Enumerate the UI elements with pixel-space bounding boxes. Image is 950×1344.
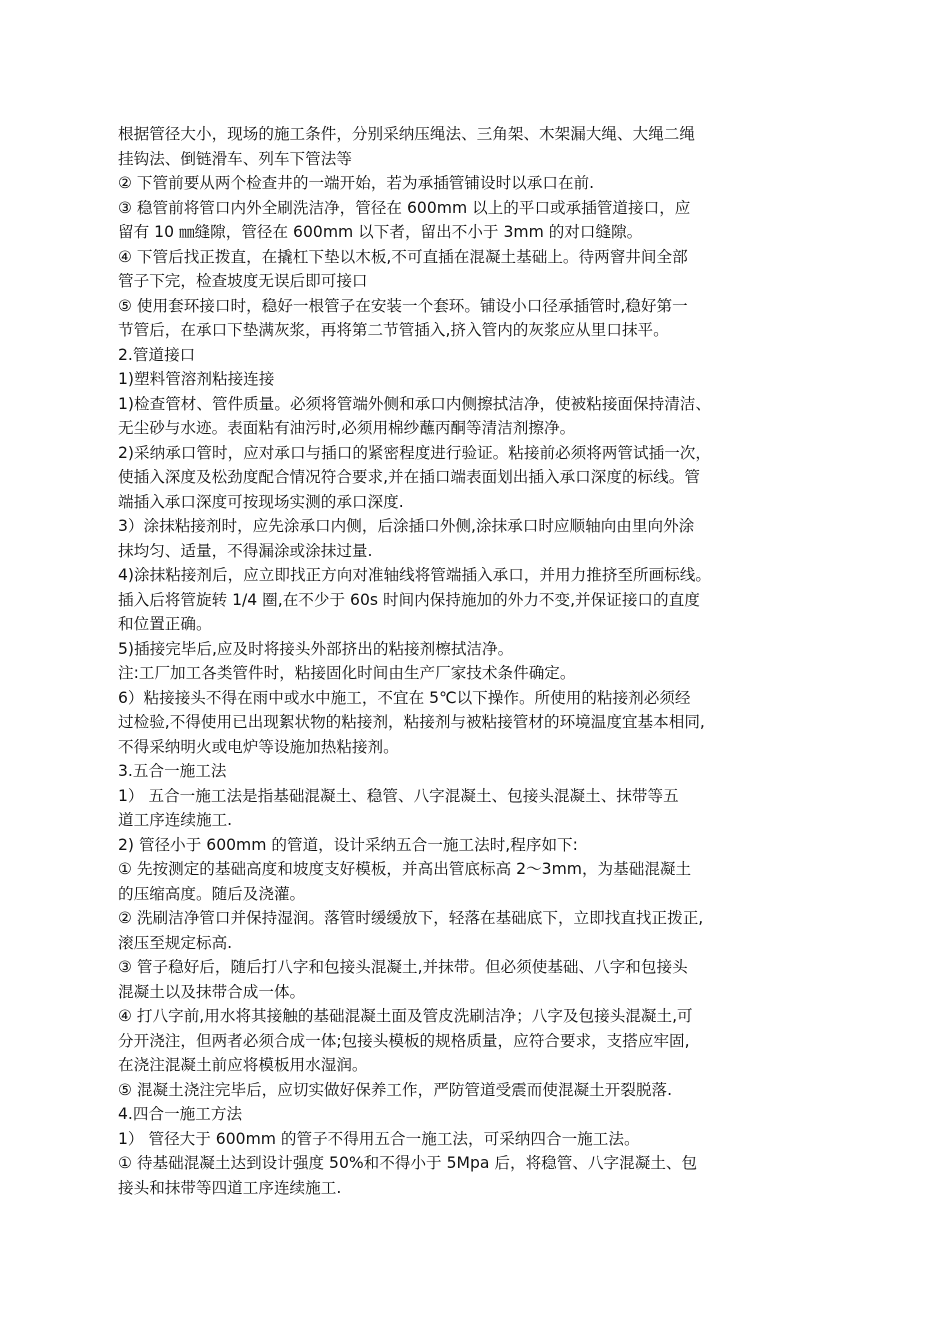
- note-line: 注:工厂加工各类管件时，粘接固化时间由生产厂家技术条件确定。: [118, 664, 576, 682]
- text-line: 2)采纳承口管时，应对承口与插口的紧密程度进行验证。粘接前必须将两管试插一次，: [118, 443, 711, 462]
- text-line: ③ 管子稳好后，随后打八字和包接头混凝土,并抹带。但必须使基础、八字和包接头: [118, 958, 688, 976]
- text-line: 在浇注混凝土前应将模板用水湿润。: [118, 1056, 368, 1074]
- text-line: 道工序连续施工.: [118, 811, 233, 829]
- document-body: [118, 122, 846, 1200]
- text-line: 3）涂抹粘接剂时，应先涂承口内侧，后涂插口外侧,涂抹承口时应顺轴向由里向外涂: [118, 517, 695, 535]
- text-line: 过检验,不得使用已出现絮状物的粘接剂，粘接剂与被粘接管材的环境温度宜基本相同,: [118, 713, 705, 731]
- text-line: ④ 下管后找正拨直，在撬杠下垫以木板,不可直插在混凝土基础上。待两窨井间全部: [118, 247, 688, 266]
- text-line: 的压缩高度。随后及浇灌。: [118, 884, 306, 903]
- text-line: 1)检查管材、管件质量。必须将管端外侧和承口内侧擦拭洁净，使被粘接面保持清洁、: [118, 394, 711, 413]
- text-line: 2) 管径小于 600mm 的管道，设计采纳五合一施工法时,程序如下:: [118, 835, 578, 854]
- text-line: 混凝土以及抹带合成一体。: [118, 982, 306, 1001]
- text-line: 挂钩法、倒链滑车、列车下管法等: [118, 149, 352, 168]
- text-line: ⑤ 使用套环接口时，稳好一根管子在安装一个套环。铺设小口径承插管时,稳好第一: [118, 296, 688, 315]
- text-line: 分开浇注，但两者必须合成一体;包接头模板的规格质量，应符合要求，支搭应牢固,: [118, 1031, 690, 1050]
- text-line: ⑤ 混凝土浇注完毕后，应切实做好保养工作，严防管道受震而使混凝土开裂脱落.: [118, 1080, 673, 1099]
- section-heading: 2.管道接口: [118, 345, 196, 364]
- text-line: ③ 稳管前将管口内外全刷洗洁净，管径在 600mm 以上的平口或承插管道接口，应: [118, 198, 691, 217]
- text-line: 管子下完，检查坡度无误后即可接口: [118, 272, 368, 290]
- text-line: 无尘砂与水迹。表面粘有油污时,必须用棉纱蘸丙酮等清洁剂擦净。: [118, 419, 576, 437]
- text-line: 接头和抹带等四道工序连续施工.: [118, 1178, 342, 1197]
- text-line: 和位置正确。: [118, 615, 212, 633]
- text-line: 节管后，在承口下垫满灰浆，再将第二节管插入,挤入管内的灰浆应从里口抹平。: [118, 321, 669, 339]
- text-line: 使插入深度及松劲度配合情况符合要求,并在插口端表面划出插入承口深度的标线。管: [118, 468, 700, 486]
- text-line: 6）粘接接头不得在雨中或水中施工，不宜在 5℃以下操作。所使用的粘接剂必须经: [118, 688, 691, 707]
- text-line: 端插入承口深度可按现场实测的承口深度.: [118, 492, 404, 511]
- text-line: 1） 五合一施工法是指基础混凝土、稳管、八字混凝土、包接头混凝土、抹带等五: [118, 786, 679, 805]
- text-line: ④ 打八字前,用水将其接触的基础混凝土面及管皮洗刷洁净；八字及包接头混凝土,可: [118, 1007, 693, 1025]
- text-line: ① 待基础混凝土达到设计强度 50%和不得小于 5Mpa 后，将稳管、八字混凝土、包: [118, 1154, 698, 1172]
- text-line: 滚压至规定标高.: [118, 933, 233, 952]
- text-line: ① 先按测定的基础高度和坡度支好模板，并高出管底标高 2～3mm，为基础混凝土: [118, 860, 692, 878]
- text-line: 4)涂抹粘接剂后，应立即找正方向对准轴线将管端插入承口，并用力推挤至所画标线。: [118, 566, 711, 584]
- text-line: 抹均匀、适量，不得漏涂或涂抹过量.: [118, 541, 373, 560]
- text-line: 根据管径大小，现场的施工条件，分别采纳压绳法、三角架、木架漏大绳、大绳二绳: [118, 125, 695, 143]
- text-line: 5)插接完毕后,应及时将接头外部挤出的粘接剂檫拭洁净。: [118, 639, 514, 658]
- text-line: 不得采纳明火或电炉等设施加热粘接剂。: [118, 737, 399, 756]
- subsection-heading: 1)塑料管溶剂粘接连接: [118, 370, 275, 388]
- section-heading: 3.五合一施工法: [118, 762, 227, 780]
- text-line: ② 洗刷洁净管口并保持湿润。落管时缓缓放下，轻落在基础底下，立即找直找正拨正,: [118, 909, 704, 927]
- text-line: ② 下管前要从两个检查井的一端开始，若为承插管铺设时以承口在前.: [118, 174, 595, 192]
- text-line: 插入后将管旋转 1/4 圈,在不少于 60s 时间内保持施加的外力不变,并保证接口的直度: [118, 590, 700, 609]
- text-line: 留有 10 ㎜缝隙，管径在 600mm 以下者，留出不小于 3mm 的对口缝隙。: [118, 223, 643, 241]
- text-line: 1） 管径大于 600mm 的管子不得用五合一施工法，可采纳四合一施工法。: [118, 1129, 640, 1148]
- section-heading: 4.四合一施工方法: [118, 1105, 243, 1123]
